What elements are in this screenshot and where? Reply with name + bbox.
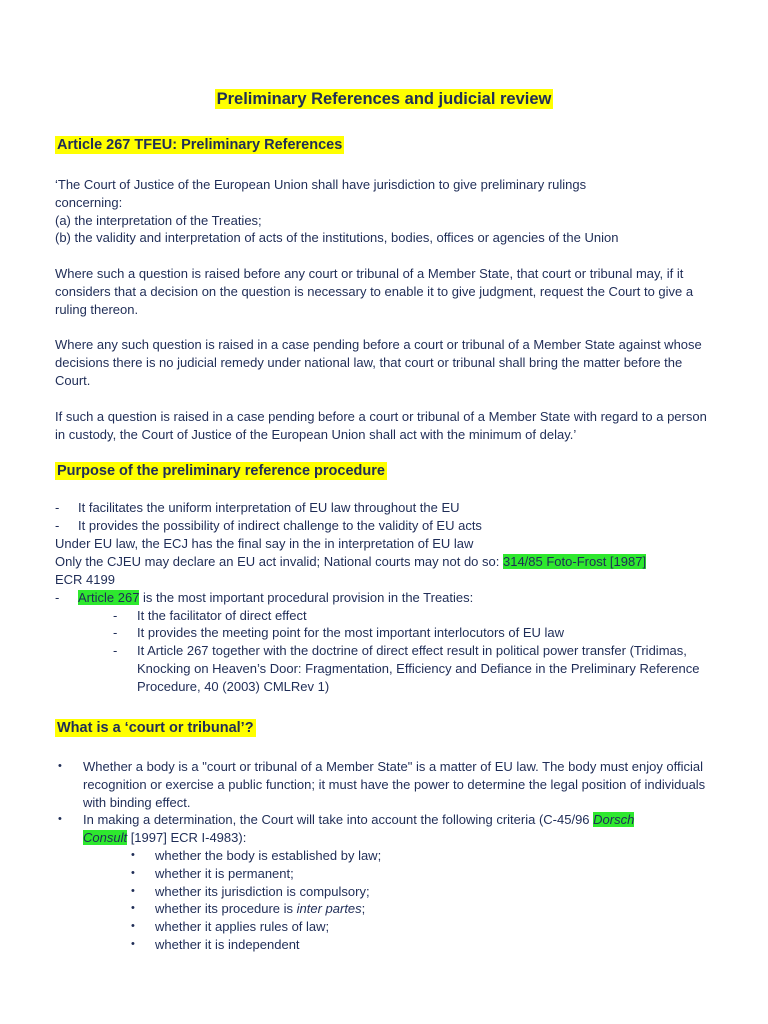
criteria-text: whether its jurisdiction is compulsory; [155, 884, 370, 899]
dash-marker: - [55, 500, 60, 515]
section-heading-text: What is a ‘court or tribunal’? [57, 720, 254, 736]
dash-marker: - [113, 643, 118, 658]
criteria-text: whether it applies rules of law; [155, 919, 330, 934]
quote-line: concerning: [55, 194, 123, 210]
section-heading-purpose [55, 461, 387, 481]
article-paragraph-2: Where such a question is raised before any court or tribunal of a Member State, that court or tribunal may, if it considers that a decision on the question is necessary to enable it to give judgment, request the Court to give a ruling thereon. [55, 266, 694, 317]
bullet-marker: • [131, 885, 135, 897]
line-text: Only the CJEU may declare an EU act invalid; National courts may not do so: [55, 554, 503, 569]
bullet-item-text [83, 811, 715, 847]
plain-line-with-case [55, 553, 720, 589]
article-paragraph-3: Where any such question is raised in a case pending before a court or tribunal of a Member State against whose decisions there is no judicial remedy under national law, that court or tribunal shall bring the matter before the Court. [55, 337, 702, 388]
case-citation-continued: ECR 4199 [55, 571, 115, 587]
bullet-marker: • [131, 938, 135, 950]
case-name-highlight: Dorsch [593, 812, 635, 827]
section-heading-text: Purpose of the preliminary reference procedure [57, 463, 385, 479]
criteria-text: whether it is independent [155, 937, 300, 952]
bullet-marker: • [131, 920, 135, 932]
sub-list-item-text: It Article 267 together with the doctrine of direct effect result in political power transfer (Tridimas, Knocking on Heaven’s Door: Fragmentation, Efficiency and Defiance in the Preliminary Reference Procedure, 40 (2003) CMLRev 1) [137, 643, 700, 694]
bullet-item-text: Whether a body is a "court or tribunal of a Member State" is a matter of EU law. The body must enjoy official recognition or exercise a public function; it must have the power to determine the legal position of individuals with binding effect. [83, 759, 706, 810]
bullet-marker: • [131, 902, 135, 914]
criteria-text: whether the body is established by law; [155, 848, 382, 863]
list-item-text: It provides the possibility of indirect challenge to the validity of EU acts [78, 518, 482, 533]
section-heading-text: Article 267 TFEU: Preliminary References [57, 137, 343, 153]
bullet-marker: • [58, 813, 62, 825]
document-title-text: Preliminary References and judicial review [216, 90, 552, 108]
section-heading-court-or-tribunal [55, 718, 256, 738]
list-item-text [78, 589, 718, 607]
dash-marker: - [55, 590, 60, 605]
criteria-text [155, 900, 685, 918]
document-title [0, 88, 768, 110]
quote-line: (b) the validity and interpretation of acts of the institutions, bodies, offices or agencies of the Union [55, 230, 619, 246]
bullet-marker: • [131, 867, 135, 879]
sub-list-item-text: It provides the meeting point for the most important interlocutors of EU law [137, 625, 565, 640]
criteria-text-end: ; [361, 901, 366, 916]
dash-marker: - [113, 608, 118, 623]
criteria-text: whether it is permanent; [155, 866, 294, 881]
article-quote-paragraph [55, 176, 720, 247]
sub-list-item-text: It the facilitator of direct effect [137, 608, 307, 623]
dash-marker: - [55, 518, 60, 533]
bullet-marker: • [58, 760, 62, 772]
quote-line: (a) the interpretation of the Treaties; [55, 212, 262, 228]
plain-line: Under EU law, the ECJ has the final say in the in interpretation of EU law [55, 536, 474, 551]
list-item-rest: is the most important procedural provision in the Treaties: [139, 590, 474, 605]
article-paragraph-4: If such a question is raised in a case pending before a court or tribunal of a Member State with regard to a person in custody, the Court of Justice of the European Union shall act with the minimum of delay.’ [55, 409, 707, 442]
bullet-text: In making a determination, the Court will take into account the following criteria (C-45/96 [83, 812, 594, 827]
bullet-text: [1997] ECR I-4983): [127, 829, 247, 845]
criteria-text-part: whether its procedure is [155, 901, 297, 916]
list-item-text: It facilitates the uniform interpretation of EU law throughout the EU [78, 500, 460, 515]
bullet-marker: • [131, 849, 135, 861]
case-citation-highlight: 314/85 Foto-Frost [1987] [502, 554, 647, 569]
dash-marker: - [113, 625, 118, 640]
criteria-italic: inter partes [296, 901, 362, 916]
quote-line: ‘The Court of Justice of the European Union shall have jurisdiction to give preliminary rulings [55, 177, 587, 192]
article-highlight: Article 267 [78, 590, 140, 605]
section-heading-article-267 [55, 135, 344, 155]
case-name-highlight: Consult [83, 829, 128, 845]
